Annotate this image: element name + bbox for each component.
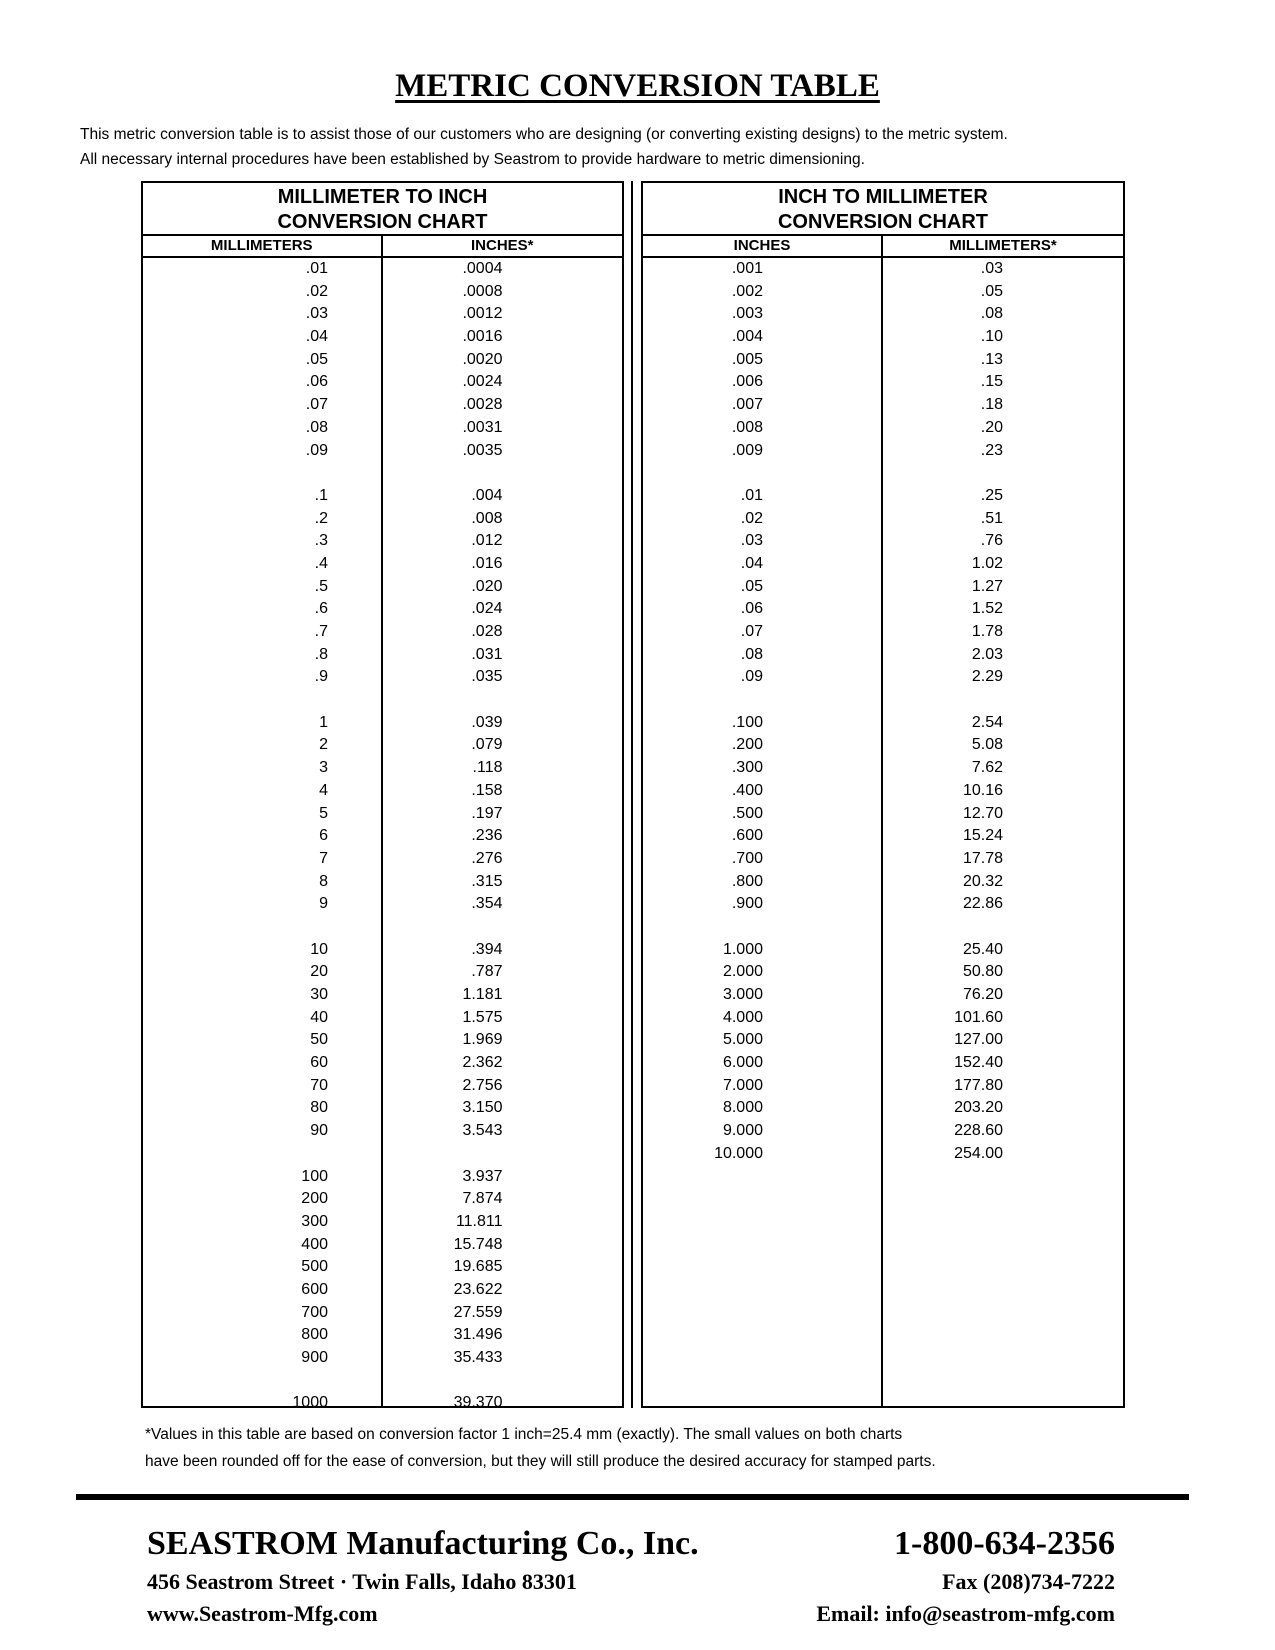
group-spacer [143,916,381,939]
table-cell: 1.02 [971,554,1003,572]
group-spacer [643,916,881,939]
table-cell: .900 [731,895,763,913]
table-cell: .2 [314,509,328,527]
table-cell: 80 [310,1099,328,1117]
table-cell: .23 [980,441,1003,459]
table-cell: .001 [731,260,763,277]
table-cell: .04 [305,328,328,346]
table-cell: .15 [980,373,1003,391]
column-header-millimeters: MILLIMETERS [143,236,383,256]
table-cell: .1 [314,486,328,504]
intro-line-1: This metric conversion table is to assist those of our customers who are designing (or converting existing designs) to the metric system. [80,126,1008,143]
table-cell: 1.78 [971,623,1003,640]
chart-title-line-2: CONVERSION CHART [277,211,488,233]
table-cell: .500 [731,804,763,822]
chart-title-line-2: CONVERSION CHART [777,211,988,233]
table-cell: .0004 [462,260,503,277]
table-cell: 1.000 [722,940,763,958]
column-header-millimeters: MILLIMETERS* [949,237,1057,254]
table-cell: 27.559 [453,1303,503,1321]
table-cell: 254.00 [954,1144,1003,1162]
table-cell: 1.969 [462,1031,503,1049]
table-cell: .016 [471,554,503,572]
table-cell: .008 [731,418,763,436]
table-cell: .09 [740,668,763,686]
table-cell: .03 [740,532,763,550]
table-cell: 5 [319,804,328,822]
table-cell: .02 [305,282,328,300]
table-cell: .009 [731,441,763,459]
table-cell: 2 [319,736,328,754]
table-cell: 1.575 [462,1008,503,1026]
table-cell: 39.370 [453,1394,503,1412]
table-cell: 50.80 [962,963,1003,981]
table-cell: .0035 [462,441,503,459]
table-cell: 15.24 [962,827,1003,845]
table-cell: .06 [305,373,328,391]
group-spacer [643,462,881,485]
group-spacer [883,462,1123,485]
table-cell: .008 [471,509,503,527]
table-cell: 22.86 [962,895,1003,913]
table-cell: 700 [301,1303,328,1321]
table-cell: 30 [310,986,328,1003]
fax-number: Fax (208)734-7222 [942,1569,1115,1594]
table-cell: 20.32 [962,872,1003,890]
table-cell: .700 [731,849,763,867]
table-cell: .09 [305,441,328,459]
table-cell: 400 [301,1235,328,1253]
table-cell: .003 [731,305,763,323]
column-header-inches: INCHES* [470,237,534,254]
table-cell: .25 [980,486,1003,504]
table-cell: 500 [301,1258,328,1276]
phone-number: 1-800-634-2356 [894,1525,1115,1562]
table-cell: 3 [319,759,328,777]
table-cell: 12.70 [962,804,1003,822]
table-cell: 35.433 [453,1349,503,1366]
chart-title-line-1: MILLIMETER TO INCH [277,186,488,208]
table-cell: .10 [980,328,1003,346]
table-cell: 15.748 [453,1235,503,1253]
group-spacer [143,1370,381,1393]
table-cell: .0008 [462,282,503,300]
group-spacer [883,689,1123,712]
table-cell: .012 [471,532,503,550]
column-header-row [143,236,622,258]
table-cell: .005 [731,350,763,368]
table-cell: .400 [731,781,763,799]
table-cell: .0024 [462,373,503,391]
table-cell: .08 [980,305,1003,323]
table-cell: .004 [471,486,503,504]
group-spacer [383,916,623,939]
table-cell: 7.000 [722,1076,763,1094]
table-cell: 2.000 [722,963,763,981]
table-cell: 4.000 [722,1008,763,1026]
table-cell: .007 [731,396,763,414]
table-cell: 70 [310,1076,328,1094]
table-cell: .02 [740,509,763,527]
table-cell: .76 [980,532,1003,550]
table-cell: .04 [740,554,763,572]
table-cell: 5.08 [971,736,1003,754]
email-link[interactable]: Email: info@seastrom-mfg.com [816,1601,1115,1626]
footnote-line-1: *Values in this table are based on conversion factor 1 inch=25.4 mm (exactly). The small values on both charts [145,1426,903,1443]
group-spacer [643,689,881,712]
table-cell: 200 [301,1190,328,1208]
table-cell: .03 [305,305,328,323]
table-cell: 2.54 [971,713,1003,731]
table-cell: .315 [471,872,503,890]
table-cell: 203.20 [954,1099,1003,1117]
table-cell: .6 [314,600,328,618]
table-cell: 2.756 [462,1076,503,1094]
table-cell: 2.29 [971,668,1003,686]
inches-column [383,258,623,1412]
table-cell: 1.52 [971,600,1003,618]
inch-to-mm-title [643,183,1123,236]
table-cell: .03 [980,260,1003,277]
table-cell: .039 [471,713,503,731]
divider-line [631,181,633,1408]
millimeters-column [143,258,383,1412]
group-spacer [383,1370,623,1393]
table-cell: .004 [731,328,763,346]
chart-title-line-1: INCH TO MILLIMETER [778,186,988,208]
website-link[interactable]: www.Seastrom-Mfg.com [147,1601,378,1626]
table-cell: 3.937 [462,1167,503,1185]
company-address: 456 Seastrom Street · Twin Falls, Idaho 83301 [147,1569,577,1594]
table-cell: .006 [731,373,763,391]
table-cell: 127.00 [954,1031,1003,1049]
table-cell: .035 [471,668,503,686]
table-cell: 25.40 [962,940,1003,958]
table-cell: 40 [310,1008,328,1026]
company-footer [147,1522,1115,1630]
table-cell: .20 [980,418,1003,436]
table-cell: .354 [471,895,503,913]
table-cell: 60 [310,1054,328,1072]
table-cell: .08 [740,645,763,663]
table-cell: .5 [314,577,328,595]
table-cell: 10.000 [714,1144,763,1162]
table-cell: 1.27 [971,577,1003,595]
table-cell: .024 [471,600,503,618]
table-cell: .13 [980,350,1003,368]
table-cell: .118 [472,759,503,777]
table-cell: .05 [740,577,763,595]
inch-to-mm-chart [641,181,1125,1408]
table-cell: .05 [305,350,328,368]
table-cell: .800 [731,872,763,890]
table-cell: 600 [301,1280,328,1298]
table-cell: 101.60 [954,1008,1003,1026]
group-spacer [383,1143,623,1166]
table-cell: .0016 [462,328,503,346]
table-cell: 2.362 [462,1054,503,1072]
column-header-row [643,236,1123,258]
table-cell: .7 [314,623,328,640]
table-cell: 1 [319,713,328,731]
table-cell: .05 [980,282,1003,300]
footer-divider [76,1494,1189,1500]
table-cell: .08 [305,418,328,436]
column-header-inches: INCHES [643,236,883,256]
group-spacer [143,689,381,712]
table-cell: 3.543 [462,1122,503,1140]
table-cell: 20 [310,963,328,981]
table-cell: 5.000 [722,1031,763,1049]
table-cell: 90 [310,1122,328,1140]
table-cell: 228.60 [954,1122,1003,1140]
table-cell: .18 [980,396,1003,414]
table-cell: .51 [980,509,1003,527]
table-cell: .07 [305,396,328,414]
table-cell: 8 [319,872,328,890]
table-cell: 6 [319,827,328,845]
table-cell: .197 [471,804,503,822]
table-cell: 1000 [292,1394,328,1412]
table-cell: 2.03 [971,645,1003,663]
table-cell: .236 [471,827,503,845]
table-cell: 50 [310,1031,328,1049]
table-cell: .4 [314,554,328,572]
table-cell: 1.181 [462,986,503,1003]
table-cell: 177.80 [954,1076,1003,1094]
table-cell: .3 [314,532,328,550]
table-cell: 9 [319,895,328,913]
inches-column [643,258,883,1406]
group-spacer [143,1143,381,1166]
table-cell: .002 [731,282,763,300]
mm-to-inch-chart [141,181,624,1412]
table-cell: 7.874 [462,1190,503,1208]
table-cell: 23.622 [453,1280,503,1298]
table-cell: 3.150 [462,1099,503,1117]
table-cell: 7 [319,849,328,867]
table-cell: .0012 [462,305,503,323]
millimeters-column [883,258,1123,1406]
table-cell: 17.78 [962,849,1003,867]
table-cell: 19.685 [453,1258,503,1276]
table-cell: 900 [301,1349,328,1366]
table-cell: .200 [731,736,763,754]
table-cell: .0028 [462,396,503,414]
footnote-line-2: have been rounded off for the ease of conversion, but they will still produce the desired accuracy for stamped parts. [145,1453,936,1470]
table-cell: 8.000 [722,1099,763,1117]
company-name: SEASTROM Manufacturing Co., Inc. [147,1525,699,1562]
table-cell: 300 [301,1212,328,1230]
mm-to-inch-title [143,183,622,236]
table-cell: 9.000 [722,1122,763,1140]
table-cell: .9 [314,668,328,686]
table-cell: 76.20 [962,986,1003,1003]
group-spacer [883,916,1123,939]
table-cell: .01 [740,486,763,504]
table-cell: .020 [471,577,503,595]
table-cell: .8 [314,645,328,663]
table-cell: 3.000 [722,986,763,1003]
table-cell: .028 [471,623,503,640]
table-cell: .158 [471,781,503,799]
intro-text [80,122,1008,172]
group-spacer [143,462,381,485]
table-cell: 31.496 [453,1326,503,1344]
table-cell: .06 [740,600,763,618]
table-cell: 800 [301,1326,328,1344]
table-cell: 4 [319,781,328,799]
table-cell: .600 [731,827,763,845]
table-cell: .276 [471,849,503,867]
table-cell: .01 [305,260,328,277]
table-cell: 152.40 [954,1054,1003,1072]
table-cell: 100 [301,1167,328,1185]
table-cell: 10 [310,940,328,958]
table-cell: 11.811 [455,1212,503,1230]
table-cell: .031 [471,645,503,663]
group-spacer [383,462,623,485]
table-cell: .100 [731,713,763,731]
table-cell: .300 [731,759,763,777]
page-title: METRIC CONVERSION TABLE [395,68,880,104]
table-cell: .07 [740,623,763,640]
table-cell: .0031 [462,418,503,436]
table-cell: .394 [471,940,503,958]
table-cell: .079 [471,736,503,754]
table-cell: 6.000 [722,1054,763,1072]
group-spacer [383,689,623,712]
intro-line-2: All necessary internal procedures have been established by Seastrom to provide hardware to metric dimensioning. [80,151,865,168]
table-cell: 7.62 [971,759,1003,777]
table-cell: 10.16 [962,781,1003,799]
table-cell: .0020 [462,350,503,368]
table-cell: .787 [471,963,503,981]
footnote [145,1421,936,1475]
